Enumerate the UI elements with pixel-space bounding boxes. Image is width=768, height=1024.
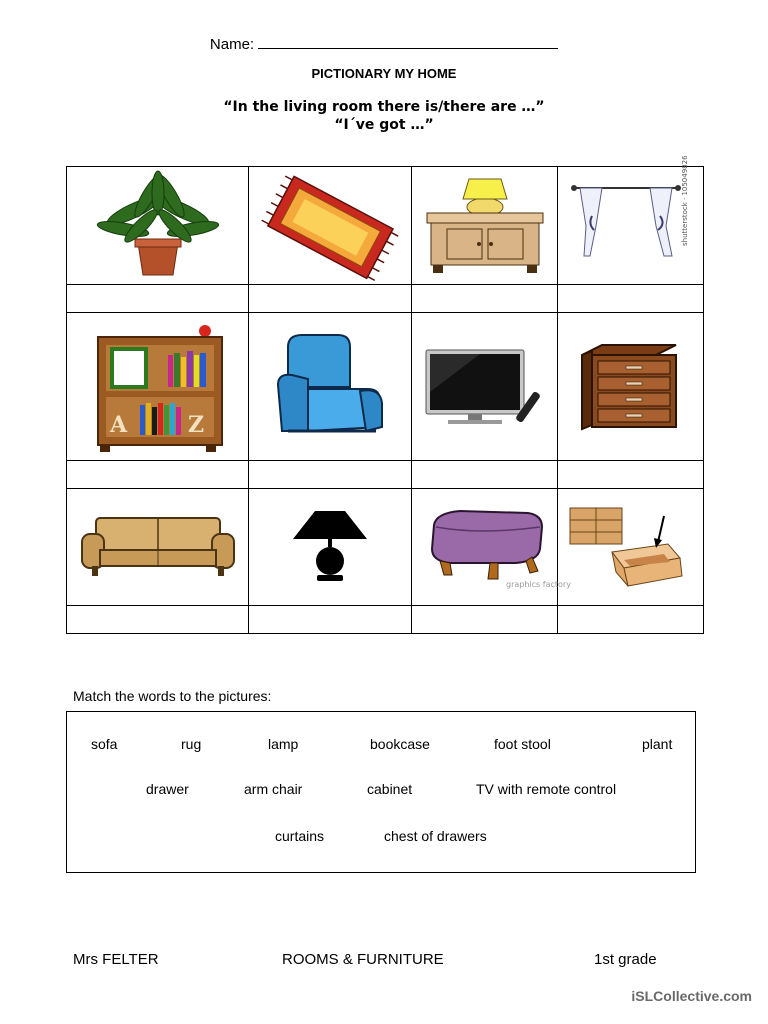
site-watermark: iSLCollective.com <box>631 988 752 1004</box>
cell-bookcase <box>67 313 249 461</box>
word-cabinet: cabinet <box>367 781 413 797</box>
answer-cell[interactable] <box>412 461 558 489</box>
chest-of-drawers-icon <box>568 337 693 437</box>
answer-cell[interactable] <box>249 461 412 489</box>
rug-icon <box>255 171 405 281</box>
cell-foot-stool <box>412 489 571 606</box>
word-rug: rug <box>181 736 202 752</box>
answer-cell[interactable] <box>249 285 412 313</box>
sofa-icon <box>78 512 238 582</box>
cell-rug <box>249 167 412 285</box>
picture-grid <box>66 154 704 634</box>
cell-chest-of-drawers <box>558 313 704 461</box>
word-drawer: drawer <box>146 781 189 797</box>
prompt-sentence-1: “In the living room there is/there are …” <box>223 99 545 115</box>
word-curtains: curtains <box>275 828 325 844</box>
footer-topic: ROOMS & FURNITURE <box>282 951 444 968</box>
answer-cell[interactable] <box>558 461 704 489</box>
answer-cell[interactable] <box>67 461 249 489</box>
answer-cell[interactable] <box>67 606 249 634</box>
word-bank <box>66 711 696 873</box>
name-field-line <box>0 34 768 53</box>
cell-cabinet <box>412 167 558 285</box>
shutterstock-watermark: shutterstock · 105049826 <box>680 154 689 246</box>
graphics-factory-watermark: graphics factory <box>505 579 571 589</box>
cell-tv <box>412 313 558 461</box>
worksheet-title: PICTIONARY MY HOME <box>311 66 457 81</box>
curtains-icon <box>566 154 696 276</box>
answer-cell[interactable] <box>412 606 558 634</box>
cell-sofa <box>67 489 249 606</box>
answer-cell[interactable] <box>67 285 249 313</box>
cell-plant <box>67 167 249 285</box>
cell-drawer <box>558 489 704 606</box>
word-plant: plant <box>642 736 673 752</box>
match-instruction: Match the words to the pictures: <box>73 688 272 704</box>
drawer-icon <box>566 502 696 592</box>
cell-curtains <box>558 154 704 285</box>
answer-cell[interactable] <box>412 285 558 313</box>
book-letter-a: A <box>109 411 127 438</box>
foot-stool-icon <box>420 505 571 590</box>
word-sofa: sofa <box>91 736 118 752</box>
word-foot-stool: foot stool <box>494 736 551 752</box>
cell-armchair <box>249 313 412 461</box>
name-label: Name: <box>209 36 255 53</box>
lamp-icon <box>285 507 375 587</box>
bookcase-icon <box>88 317 228 457</box>
cabinet-with-lamp-icon <box>417 171 552 281</box>
word-arm-chair: arm chair <box>244 781 303 797</box>
footer-grade: 1st grade <box>594 951 657 968</box>
answer-cell[interactable] <box>558 285 704 313</box>
tv-with-remote-icon <box>420 342 550 432</box>
armchair-icon <box>268 327 393 447</box>
answer-cell[interactable] <box>558 606 704 634</box>
prompt-sentence-2: “I´ve got …” <box>334 117 434 133</box>
name-blank-line <box>258 34 558 49</box>
plant-icon <box>93 171 223 281</box>
word-bookcase: bookcase <box>370 736 430 752</box>
word-lamp: lamp <box>268 736 299 752</box>
answer-cell[interactable] <box>249 606 412 634</box>
word-tv-with-remote-control: TV with remote control <box>476 781 617 797</box>
word-chest-of-drawers: chest of drawers <box>384 828 487 844</box>
cell-lamp <box>249 489 412 606</box>
footer-teacher: Mrs FELTER <box>73 951 159 968</box>
book-letter-z: Z <box>187 411 204 438</box>
